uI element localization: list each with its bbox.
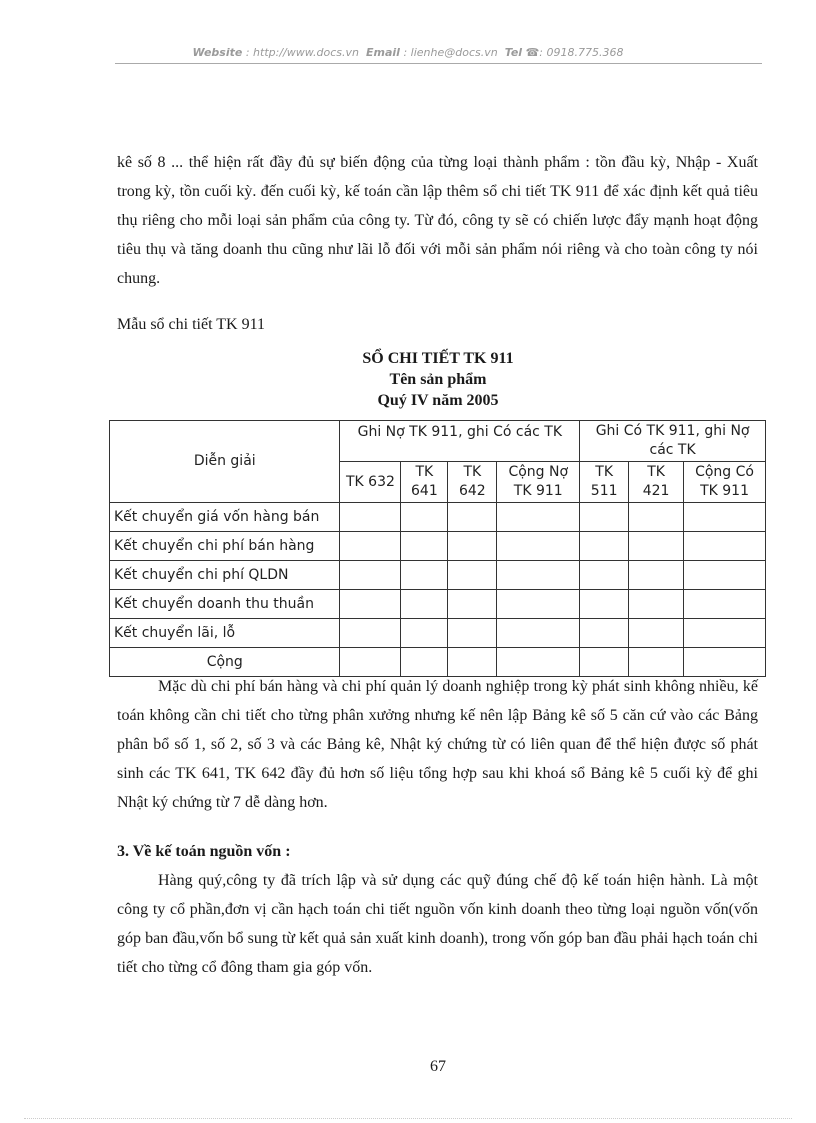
paragraph-3-text: Hàng quý,công ty đã trích lập và sử dụng các quỹ đúng chế độ kế toán hiện hành. Là một công ty cổ phần,đơn vị cần hạch toán chi tiết nguồn vốn kinh doanh theo từng loại nguồn vốn(vốn góp ban đầu,vốn bổ sung từ kết quả sản xuất kinh doanh), trong vốn góp ban đầu phải hạch toán chi tiết cho từng cổ đông tham gia góp vốn.	[117, 872, 758, 976]
total-label: Cộng	[110, 648, 340, 677]
table-row	[110, 532, 766, 561]
table-header-row-1	[110, 421, 766, 462]
paragraph-1-text: kê số 8 ... thể hiện rất đầy đủ sự biến động của từng loại thành phẩm : tồn đầu kỳ, Nhập - Xuất trong kỳ, tồn cuối kỳ. đến cuối kỳ, kế toán cần lập thêm sổ chi tiết TK 911 để xác định kết quả tiêu thụ riêng cho mỗi loại sản phẩm của công ty. Từ đó, công ty sẽ có chiến lược đẩy mạnh hoạt động tiêu thụ và tăng doanh thu cũng như lãi lỗ đối với mỗi sản phẩm nói riêng và cho toàn công ty nói chung.	[117, 154, 758, 287]
phone-icon: ☎	[525, 46, 540, 59]
email-label: Email	[366, 46, 400, 59]
paragraph-3	[117, 866, 758, 982]
col-tk642: TK 642	[448, 462, 497, 503]
col-total-credit: Cộng Có TK 911	[684, 462, 766, 503]
ledger-title: SỔ CHI TIẾT TK 911	[362, 350, 514, 367]
table-caption: Mẫu sổ chi tiết TK 911	[117, 316, 265, 333]
header-divider	[115, 63, 762, 64]
page-header	[0, 46, 816, 59]
col-tk632: TK 632	[340, 462, 401, 503]
description-header: Diễn giải	[110, 421, 340, 503]
table-row	[110, 561, 766, 590]
tel-label: Tel	[504, 46, 523, 59]
paragraph-1	[117, 148, 758, 293]
ledger-product-name: Tên sản phẩm	[389, 371, 487, 388]
col-tk421: TK 421	[629, 462, 684, 503]
footer-divider	[24, 1118, 792, 1119]
table-row	[110, 590, 766, 619]
ledger-titles	[0, 348, 816, 411]
ledger-table	[109, 420, 766, 677]
credit-group-header: Ghi Có TK 911, ghi Nợ các TK	[580, 421, 766, 462]
tel-value: : 0918.775.368	[539, 46, 624, 59]
ledger-period: Quý IV năm 2005	[377, 392, 499, 409]
section-heading: 3. Về kế toán nguồn vốn :	[117, 843, 291, 860]
page-number: 67	[430, 1058, 446, 1075]
paragraph-2-text: Mặc dù chi phí bán hàng và chi phí quản lý doanh nghiệp trong kỳ phát sinh không nhiều, kế toán không cần chi tiết cho từng phân xưởng nhưng kế nên lập Bảng kê số 5 căn cứ vào các Bảng phân bổ số 1, số 2, số 3 và các Bảng kê, Nhật ký chứng từ có liên quan để thể hiện được số phát sinh các TK 641, TK 642 đầy đủ hơn số liệu tổng hợp sau khi khoá sổ Bảng kê 5 cuối kỳ để ghi Nhật ký chứng từ 7 dễ dàng hơn.	[117, 678, 758, 811]
row-label: Kết chuyển chi phí QLDN	[110, 561, 340, 590]
website-value: : http://www.docs.vn	[245, 46, 360, 59]
col-tk511: TK 511	[580, 462, 629, 503]
col-tk641: TK 641	[401, 462, 448, 503]
table-row	[110, 619, 766, 648]
row-label: Kết chuyển lãi, lỗ	[110, 619, 340, 648]
debit-group-header: Ghi Nợ TK 911, ghi Có các TK	[340, 421, 580, 462]
row-label: Kết chuyển doanh thu thuần	[110, 590, 340, 619]
website-label: Website	[192, 46, 243, 59]
row-label: Kết chuyển chi phí bán hàng	[110, 532, 340, 561]
row-label: Kết chuyển giá vốn hàng bán	[110, 503, 340, 532]
email-value: : lienhe@docs.vn	[403, 46, 498, 59]
col-total-debit: Cộng Nợ TK 911	[497, 462, 580, 503]
table-row	[110, 503, 766, 532]
paragraph-2	[117, 672, 758, 817]
